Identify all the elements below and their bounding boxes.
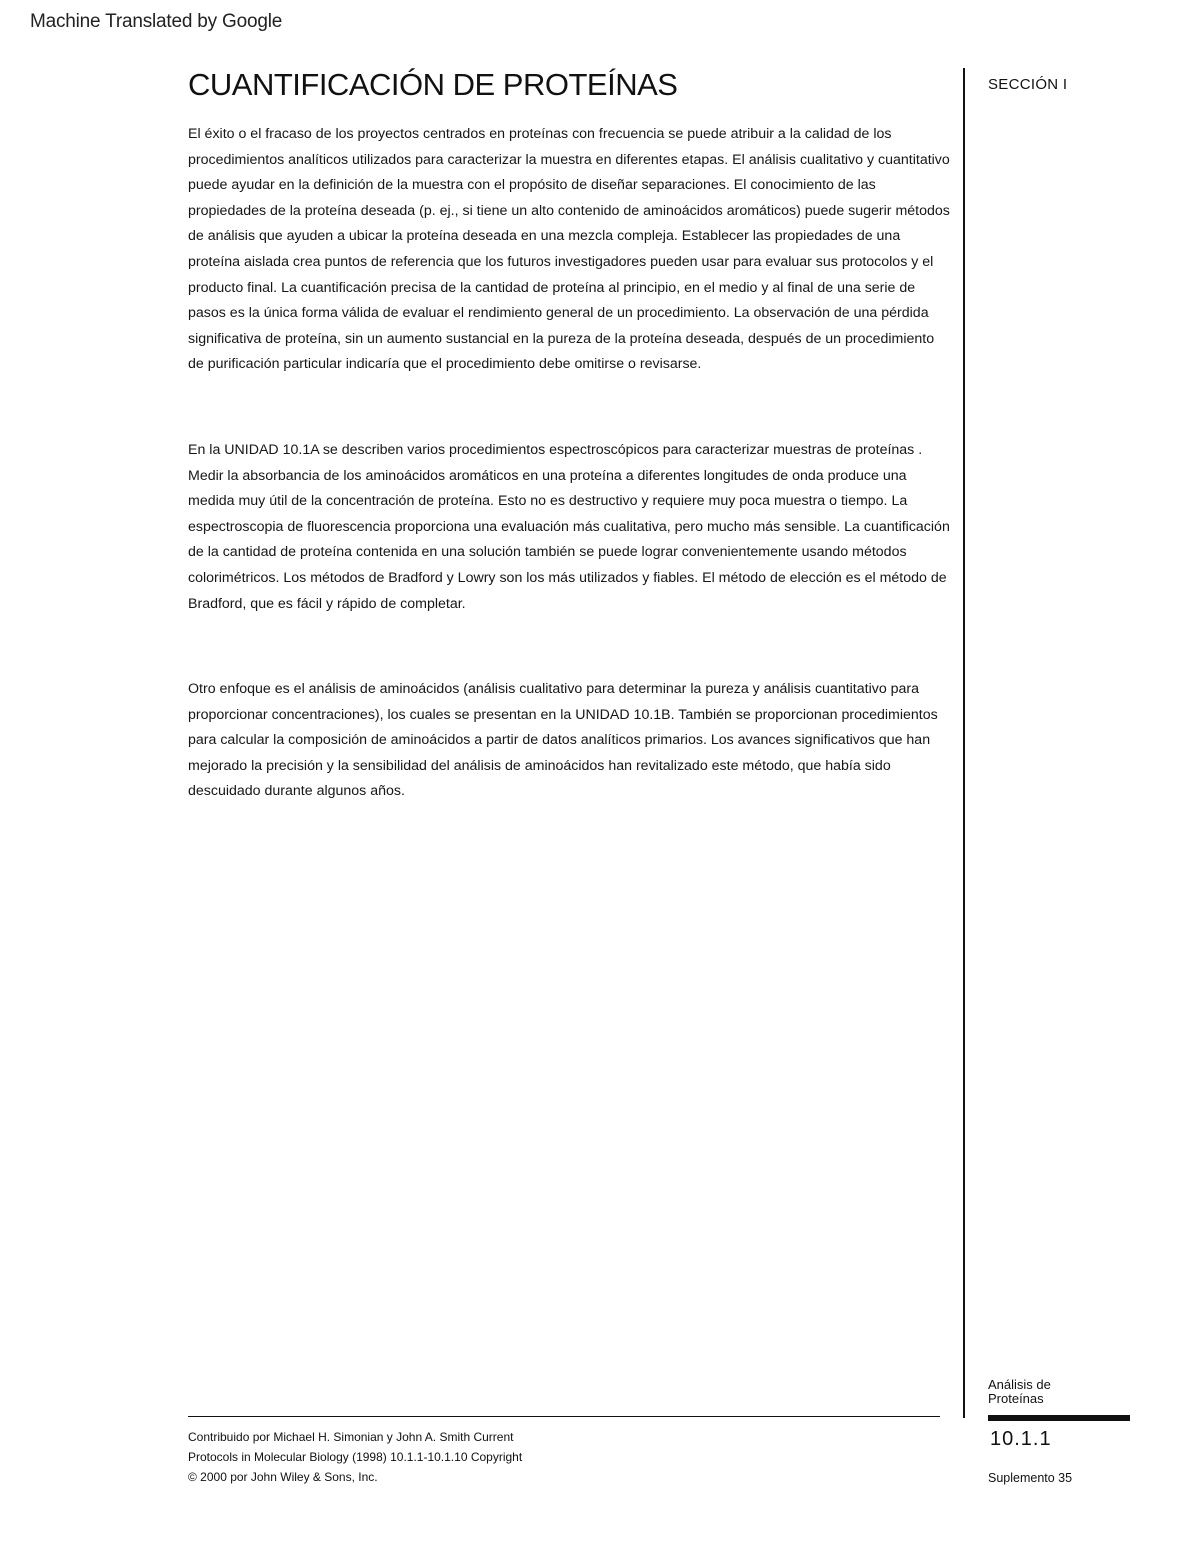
page-title: CUANTIFICACIÓN DE PROTEÍNAS bbox=[188, 67, 678, 102]
section-label: SECCIÓN I bbox=[988, 76, 1068, 93]
topic-label bbox=[988, 1378, 1108, 1406]
credit-line: Contribuido por Michael H. Simonian y John A. Smith Current bbox=[188, 1430, 514, 1444]
machine-translation-banner: Machine Translated by Google bbox=[30, 11, 283, 32]
topic-label-line: Análisis de bbox=[988, 1377, 1051, 1392]
sidebar-rule bbox=[988, 1415, 1130, 1421]
margin-divider bbox=[963, 68, 965, 1418]
footer-credits bbox=[188, 1427, 522, 1487]
footer-rule bbox=[188, 1416, 940, 1417]
body-paragraph: Otro enfoque es el análisis de aminoácidos (análisis cualitativo para determinar la pureza y análisis cuantitativo para proporcionar concentraciones), los cuales se presentan en la UNIDAD 10.1B. También se proporcionan procedimientos para calcular la composición de aminoácidos a partir de datos analíticos primarios. Los avances significativos que han mejorado la precisión y la sensibilidad del análisis de aminoácidos han revitalizado este método, que había sido descuidado durante algunos años. bbox=[188, 681, 938, 800]
credit-line: © 2000 por John Wiley & Sons, Inc. bbox=[188, 1470, 378, 1484]
supplement-label: Suplemento 35 bbox=[988, 1471, 1073, 1485]
body-paragraph: En la UNIDAD 10.1A se describen varios procedimientos espectroscópicos para caracterizar muestras de proteínas . Medir la absorbancia de los aminoácidos aromáticos en una proteína a diferentes longitudes de onda produce una medida muy útil de la concentración de proteína. Esto no es destructivo y requiere muy poca muestra o tiempo. La espectroscopia de fluorescencia proporciona una evaluación más cualitativa, pero mucho más sensible. La cuantificación de la cantidad de proteína contenida en una solución también se puede lograr convenientemente usando métodos colorimétricos. Los métodos de Bradford y Lowry son los más utilizados y fiables. El método de elección es el método de Bradford, que es fácil y rápido de completar. bbox=[188, 442, 950, 612]
topic-label-line: Proteínas bbox=[988, 1391, 1044, 1406]
body-paragraph: El éxito o el fracaso de los proyectos centrados en proteínas con frecuencia se puede atribuir a la calidad de los procedimientos analíticos utilizados para caracterizar la muestra en diferentes etapas. El análisis cualitativo y cuantitativo puede ayudar en la definición de la muestra con el propósito de diseñar separaciones. El conocimiento de las propiedades de la proteína deseada (p. ej., si tiene un alto contenido de aminoácidos aromáticos) puede sugerir métodos de análisis que ayuden a ubicar la proteína deseada en una mezcla compleja. Establecer las propiedades de una proteína aislada crea puntos de referencia que los futuros investigadores pueden usar para evaluar sus protocolos y el producto final. La cuantificación precisa de la cantidad de proteína al principio, en el medio y al final de una serie de pasos es la única forma válida de evaluar el rendimiento general de un procedimiento. La observación de una pérdida significativa de proteína, sin un aumento sustancial en la pureza de la proteína deseada, después de un procedimiento de purificación particular indicaría que el procedimiento debe omitirse o revisarse. bbox=[188, 126, 950, 373]
unit-number: 10.1.1 bbox=[990, 1428, 1052, 1450]
credit-line: Protocols in Molecular Biology (1998) 10.1.1-10.1.10 Copyright bbox=[188, 1450, 523, 1464]
